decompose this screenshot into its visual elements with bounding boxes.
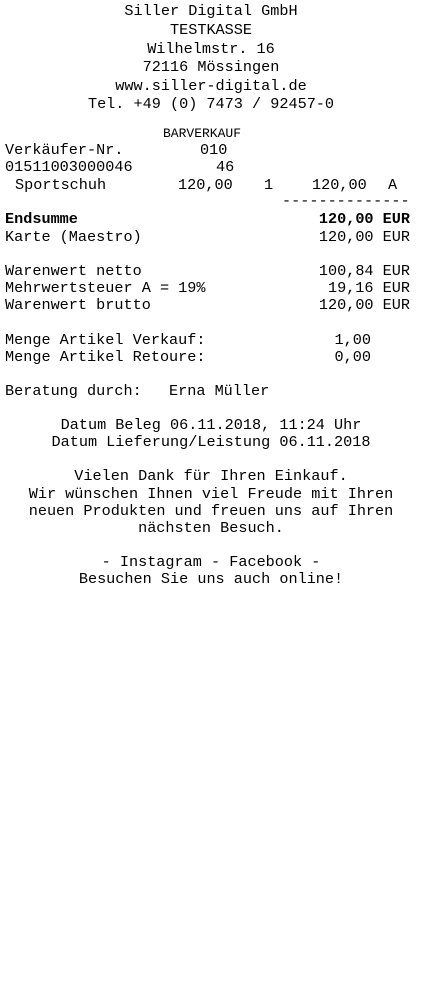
company-name: Siller Digital GmbH bbox=[124, 2, 298, 20]
vat-value: 19,16 EUR bbox=[327, 279, 410, 297]
delivery-date: Datum Lieferung/Leistung 06.11.2018 bbox=[51, 433, 371, 451]
city-address: 72116 Mössingen bbox=[142, 58, 280, 76]
wish-line-2: neuen Produkten und freuen uns auf Ihren bbox=[28, 502, 394, 520]
total-label: Endsumme bbox=[5, 210, 78, 228]
item-name: Sportschuh bbox=[15, 176, 107, 194]
total-value: 120,00 EUR bbox=[318, 210, 410, 228]
payment-value: 120,00 EUR bbox=[318, 228, 410, 246]
receipt-date: Datum Beleg 06.11.2018, 11:24 Uhr bbox=[60, 416, 362, 434]
phone-number: Tel. +49 (0) 7473 / 92457-0 bbox=[87, 95, 335, 113]
quantity-return-value: 0,00 bbox=[334, 348, 371, 366]
item-total: 120,00 bbox=[312, 176, 367, 194]
thank-you-text: Vielen Dank für Ihren Einkauf. bbox=[74, 467, 348, 485]
net-label: Warenwert netto bbox=[5, 262, 142, 280]
item-quantity: 1 bbox=[264, 176, 274, 194]
quantity-sale-value: 1,00 bbox=[334, 331, 371, 349]
payment-label: Karte (Maestro) bbox=[5, 228, 142, 246]
gross-value: 120,00 EUR bbox=[318, 296, 410, 314]
item-price: 120,00 bbox=[178, 176, 233, 194]
social-links: - Instagram - Facebook - bbox=[101, 553, 321, 571]
gross-label: Warenwert brutto bbox=[5, 296, 151, 314]
quantity-return-label: Menge Artikel Retoure: bbox=[5, 348, 206, 366]
divider-line: -------------- bbox=[282, 192, 410, 210]
website: www.siller-digital.de bbox=[115, 77, 307, 95]
visit-online-text: Besuchen Sie uns auch online! bbox=[78, 570, 344, 588]
register-name: TESTKASSE bbox=[169, 21, 253, 39]
vat-label: Mehrwertsteuer A = 19% bbox=[5, 279, 206, 297]
article-code: 01511003000046 bbox=[5, 158, 133, 176]
quantity-sale-label: Menge Artikel Verkauf: bbox=[5, 331, 206, 349]
seller-number: 010 bbox=[200, 141, 228, 159]
street-address: Wilhelmstr. 16 bbox=[147, 40, 275, 58]
advisor-label: Beratung durch: bbox=[5, 382, 142, 400]
advisor-name: Erna Müller bbox=[169, 382, 270, 400]
wish-line-3: nächsten Besuch. bbox=[138, 519, 284, 537]
seller-label: Verkäufer-Nr. bbox=[5, 141, 124, 159]
wish-line-1: Wir wünschen Ihnen viel Freude mit Ihren bbox=[28, 485, 394, 503]
item-tax-code: A bbox=[388, 176, 398, 194]
article-size: 46 bbox=[216, 158, 235, 176]
sale-type: BARVERKAUF bbox=[163, 126, 242, 141]
net-value: 100,84 EUR bbox=[318, 262, 410, 280]
